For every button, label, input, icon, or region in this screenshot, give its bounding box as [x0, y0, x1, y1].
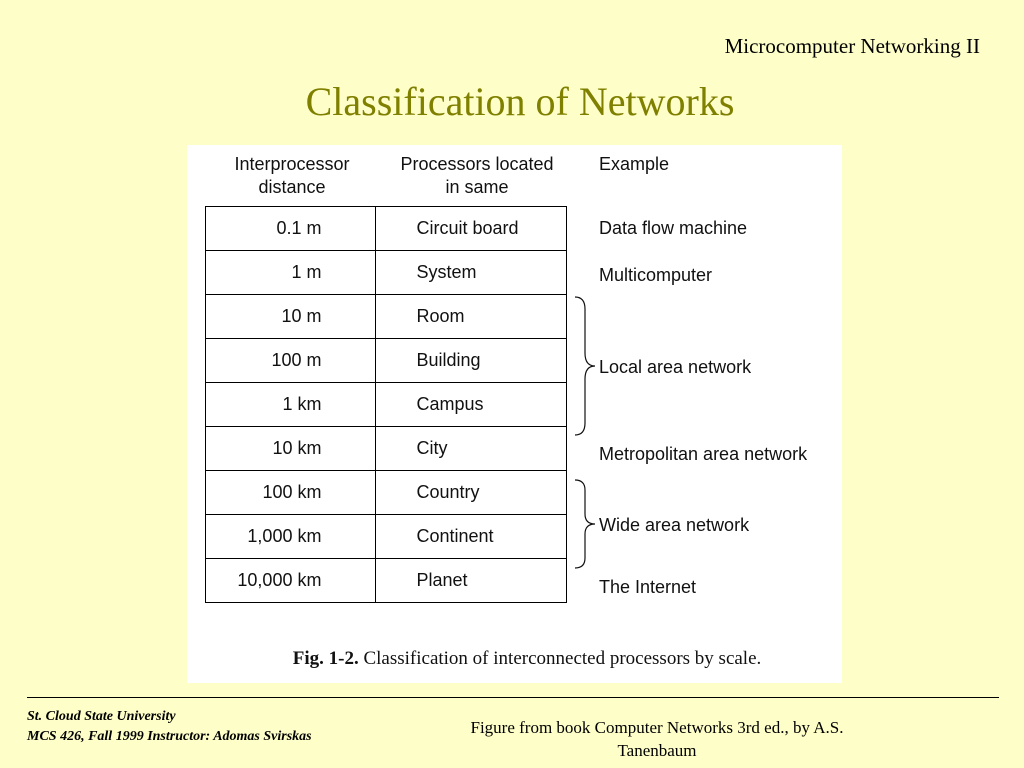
distance-cell: 1 km — [206, 383, 376, 427]
wan-brace-icon — [573, 478, 597, 570]
distance-cell: 10 km — [206, 427, 376, 471]
figure-panel — [187, 145, 842, 683]
location-cell: City — [376, 427, 567, 471]
location-cell: Room — [376, 295, 567, 339]
location-cell: Building — [376, 339, 567, 383]
header-example: Example — [599, 154, 670, 174]
distance-cell: 100 km — [206, 471, 376, 515]
distance-cell: 1,000 km — [206, 515, 376, 559]
distance-cell: 0.1 m — [206, 207, 376, 251]
footer-course: MCS 426, Fall 1999 Instructor: Adomas Svirskas — [27, 729, 312, 744]
location-cell: Circuit board — [376, 207, 567, 251]
distance-cell: 10 m — [206, 295, 376, 339]
footer-university: St. Cloud State University — [27, 709, 176, 724]
example-data-flow: Data flow machine — [599, 218, 748, 238]
scale-table — [205, 206, 567, 603]
example-wan: Wide area network — [599, 515, 750, 535]
location-cell: Continent — [376, 515, 567, 559]
example-internet: The Internet — [599, 577, 697, 597]
slide-title: Classification of Networks — [305, 79, 735, 124]
footer-divider — [27, 697, 999, 698]
header-processors: Processors located in same — [400, 154, 554, 197]
example-multicomputer: Multicomputer — [599, 265, 713, 285]
distance-cell: 100 m — [206, 339, 376, 383]
lan-brace-icon — [573, 295, 597, 437]
table-row — [206, 427, 567, 471]
table-row — [206, 295, 567, 339]
figure-caption — [187, 648, 867, 670]
caption-text: Classification of interconnected processors by scale. — [358, 648, 762, 669]
location-cell: Country — [376, 471, 567, 515]
table-row — [206, 515, 567, 559]
table-row — [206, 471, 567, 515]
location-cell: Campus — [376, 383, 567, 427]
example-man: Metropolitan area network — [599, 444, 808, 464]
example-lan: Local area network — [599, 357, 752, 377]
table-row — [206, 559, 567, 603]
distance-cell: 1 m — [206, 251, 376, 295]
distance-cell: 10,000 km — [206, 559, 376, 603]
header-distance: Interprocessor distance — [234, 154, 350, 197]
table-row — [206, 383, 567, 427]
course-title: Microcomputer Networking II — [724, 34, 980, 58]
location-cell: System — [376, 251, 567, 295]
caption-label: Fig. 1-2. — [292, 648, 359, 669]
table-row — [206, 207, 567, 251]
footer-credits — [27, 707, 312, 747]
table-row — [206, 339, 567, 383]
footer-source: Figure from book Computer Networks 3rd ed., by A.S. Tanenbaum — [470, 718, 844, 760]
table-row — [206, 251, 567, 295]
location-cell: Planet — [376, 559, 567, 603]
